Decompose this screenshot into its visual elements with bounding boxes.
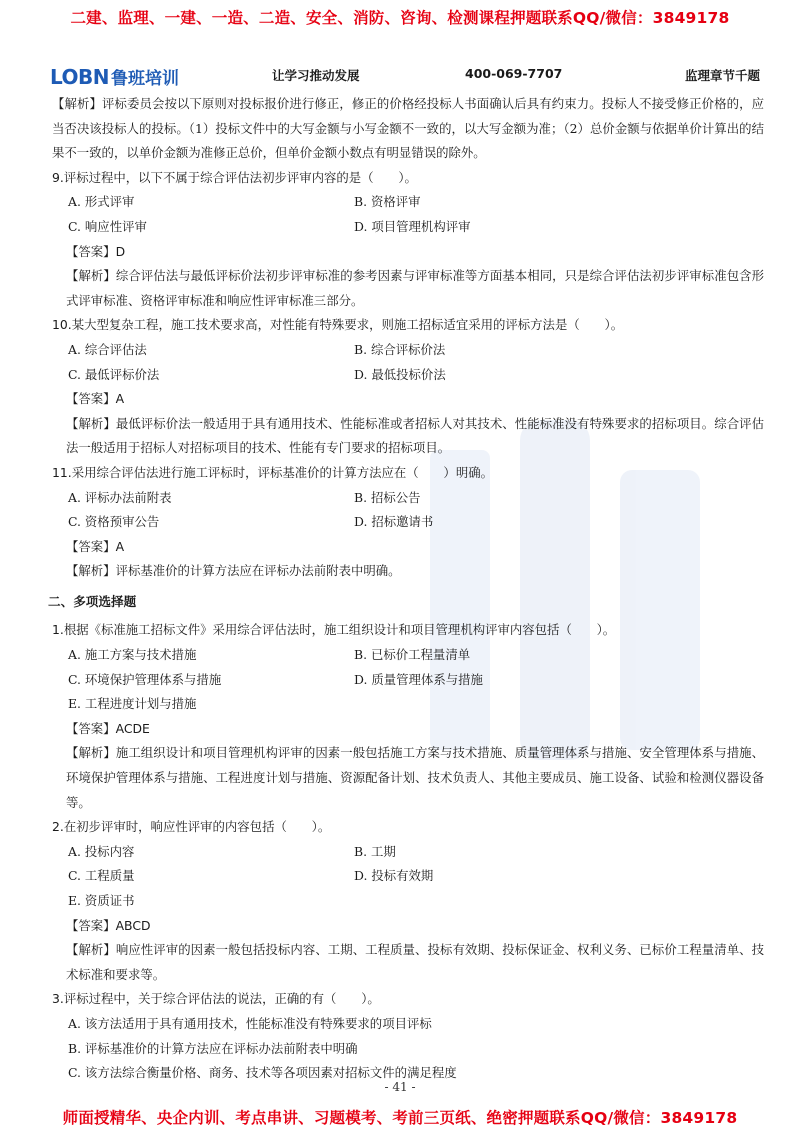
option-b: B. 招标公告 bbox=[354, 489, 421, 505]
header-slogan: 让学习推动发展 bbox=[272, 68, 360, 83]
option-a: A. 综合评估法 bbox=[68, 341, 147, 357]
option-c: C. 环境保护管理体系与措施 bbox=[68, 671, 222, 687]
question-11-options-ab bbox=[52, 486, 764, 511]
option-a: A. 评标办法前附表 bbox=[68, 489, 172, 505]
section-heading-multiple-choice: 二、多项选择题 bbox=[48, 593, 137, 609]
question-10-stem: 10.某大型复杂工程，施工技术要求高，对性能有特殊要求，则施工招标适宜采用的评标方法是（ ）。 bbox=[52, 317, 624, 333]
question-9-explanation: 【解析】综合评估法与最低评标价法初步评审标准的参考因素与评审标准等方面基本相同，只是综合评估法初步评审标准包含形式评审标准、资格评审标准和响应性评审标准三部分。 bbox=[66, 268, 765, 308]
question-11-answer: 【答案】A bbox=[66, 538, 125, 554]
question-10-options-ab bbox=[52, 338, 764, 363]
question-10-options-cd bbox=[52, 363, 764, 388]
mc-question-1-stem: 1.根据《标准施工招标文件》采用综合评估法时，施工组织设计和项目管理机构评审内容包括（ ）。 bbox=[52, 622, 616, 638]
mc-question-2-options-cd bbox=[52, 864, 764, 889]
mc-question-1-options-cd bbox=[52, 668, 764, 693]
option-b: B. 已标价工程量清单 bbox=[354, 647, 471, 663]
mc-question-3-stem: 3.评标过程中，关于综合评估法的说法，正确的有（ ）。 bbox=[52, 991, 380, 1007]
option-d: D. 质量管理体系与措施 bbox=[354, 671, 483, 687]
explanation-q8: 【解析】评标委员会按以下原则对投标报价进行修正，修正的价格经投标人书面确认后具有约束力。投标人不接受修正价格的，应当否决该投标人的投标。（1）投标文件中的大写金额与小写金额不一致的，以大写金额为准；（2）总价金额与依据单价计算出的结果不一致的，以单价金额为准修正总价，但单价金额小数点有明显错误的除外。 bbox=[52, 96, 765, 161]
option-b: B. 资格评审 bbox=[354, 194, 421, 210]
option-c: C. 工程质量 bbox=[68, 868, 135, 884]
question-9-stem: 9.评标过程中，以下不属于综合评估法初步评审内容的是（ ）。 bbox=[52, 169, 417, 185]
page-header bbox=[50, 60, 760, 90]
promo-banner-bottom: 师面授精华、央企内训、考点串讲、习题模考、考前三页纸、绝密押题联系QQ/微信：3849178 bbox=[62, 1109, 738, 1127]
page-number: - 41 - bbox=[384, 1080, 416, 1094]
option-c: C. 资格预审公告 bbox=[68, 514, 160, 530]
mc-question-2-stem: 2.在初步评审时，响应性评审的内容包括（ ）。 bbox=[52, 819, 331, 835]
promo-banner-top: 二建、监理、一建、一造、二造、安全、消防、咨询、检测课程押题联系QQ/微信：3849178 bbox=[70, 9, 730, 27]
option-e: E. 工程进度计划与措施 bbox=[68, 696, 197, 712]
option-a: A. 形式评审 bbox=[68, 194, 135, 210]
logo-latin: LOBN bbox=[50, 65, 110, 89]
mc-question-2-explanation: 【解析】响应性评审的因素一般包括投标内容、工期、工程质量、投标有效期、投标保证金、权利义务、已标价工程量清单、技术标准和要求等。 bbox=[66, 942, 765, 982]
question-11-explanation: 【解析】评标基准价的计算方法应在评标办法前附表中明确。 bbox=[66, 563, 401, 579]
option-b: B. 评标基准价的计算方法应在评标办法前附表中明确 bbox=[68, 1040, 358, 1056]
question-11-stem: 11.采用综合评估法进行施工评标时，评标基准价的计算方法应在（ ）明确。 bbox=[52, 464, 493, 480]
option-c: C. 最低评标价法 bbox=[68, 366, 160, 382]
option-b: B. 综合评标价法 bbox=[354, 341, 446, 357]
option-d: D. 项目管理机构评审 bbox=[354, 218, 471, 234]
option-d: D. 最低投标价法 bbox=[354, 366, 446, 382]
option-a: A. 施工方案与技术措施 bbox=[68, 647, 197, 663]
question-9-answer: 【答案】D bbox=[66, 243, 126, 259]
mc-question-1-explanation: 【解析】施工组织设计和项目管理机构评审的因素一般包括施工方案与技术措施、质量管理体系与措施、安全管理体系与措施、环境保护管理体系与措施、工程进度计划与措施、资源配备计划、技术负责人、其他主要成员、施工设备、试验和检测仪器设备等。 bbox=[66, 745, 765, 810]
question-10-answer: 【答案】A bbox=[66, 391, 125, 407]
option-a: A. 投标内容 bbox=[68, 843, 135, 859]
document-body bbox=[48, 92, 765, 1086]
option-d: D. 投标有效期 bbox=[354, 868, 434, 884]
option-a: A. 该方法适用于具有通用技术，性能标准没有特殊要求的项目评标 bbox=[68, 1015, 432, 1031]
option-c: C. 该方法综合衡量价格、商务、技术等各项因素对招标文件的满足程度 bbox=[68, 1065, 457, 1081]
question-10-explanation: 【解析】最低评标价法一般适用于具有通用技术、性能标准或者招标人对其技术、性能标准没有特殊要求的招标项目。综合评估法一般适用于招标人对招标项目的技术、性能有专门要求的招标项目。 bbox=[66, 415, 765, 456]
header-title: 监理章节千题 bbox=[684, 68, 760, 83]
mc-question-2-options-ab bbox=[52, 840, 764, 865]
option-e: E. 资质证书 bbox=[68, 893, 135, 908]
option-b: B. 工期 bbox=[354, 843, 396, 859]
brand-logo bbox=[50, 64, 179, 89]
option-c: C. 响应性评审 bbox=[68, 218, 147, 234]
option-d: D. 招标邀请书 bbox=[354, 514, 434, 530]
mc-question-2-answer: 【答案】ABCD bbox=[66, 917, 151, 933]
question-9-options-cd bbox=[52, 215, 764, 240]
header-phone: 400-069-7707 bbox=[465, 66, 563, 81]
mc-question-1-options-ab bbox=[52, 643, 764, 668]
question-11-options-cd bbox=[52, 510, 764, 535]
question-9-options-ab bbox=[52, 190, 764, 215]
mc-question-1-answer: 【答案】ACDE bbox=[66, 720, 150, 736]
logo-chinese: 鲁班培训 bbox=[111, 69, 180, 89]
